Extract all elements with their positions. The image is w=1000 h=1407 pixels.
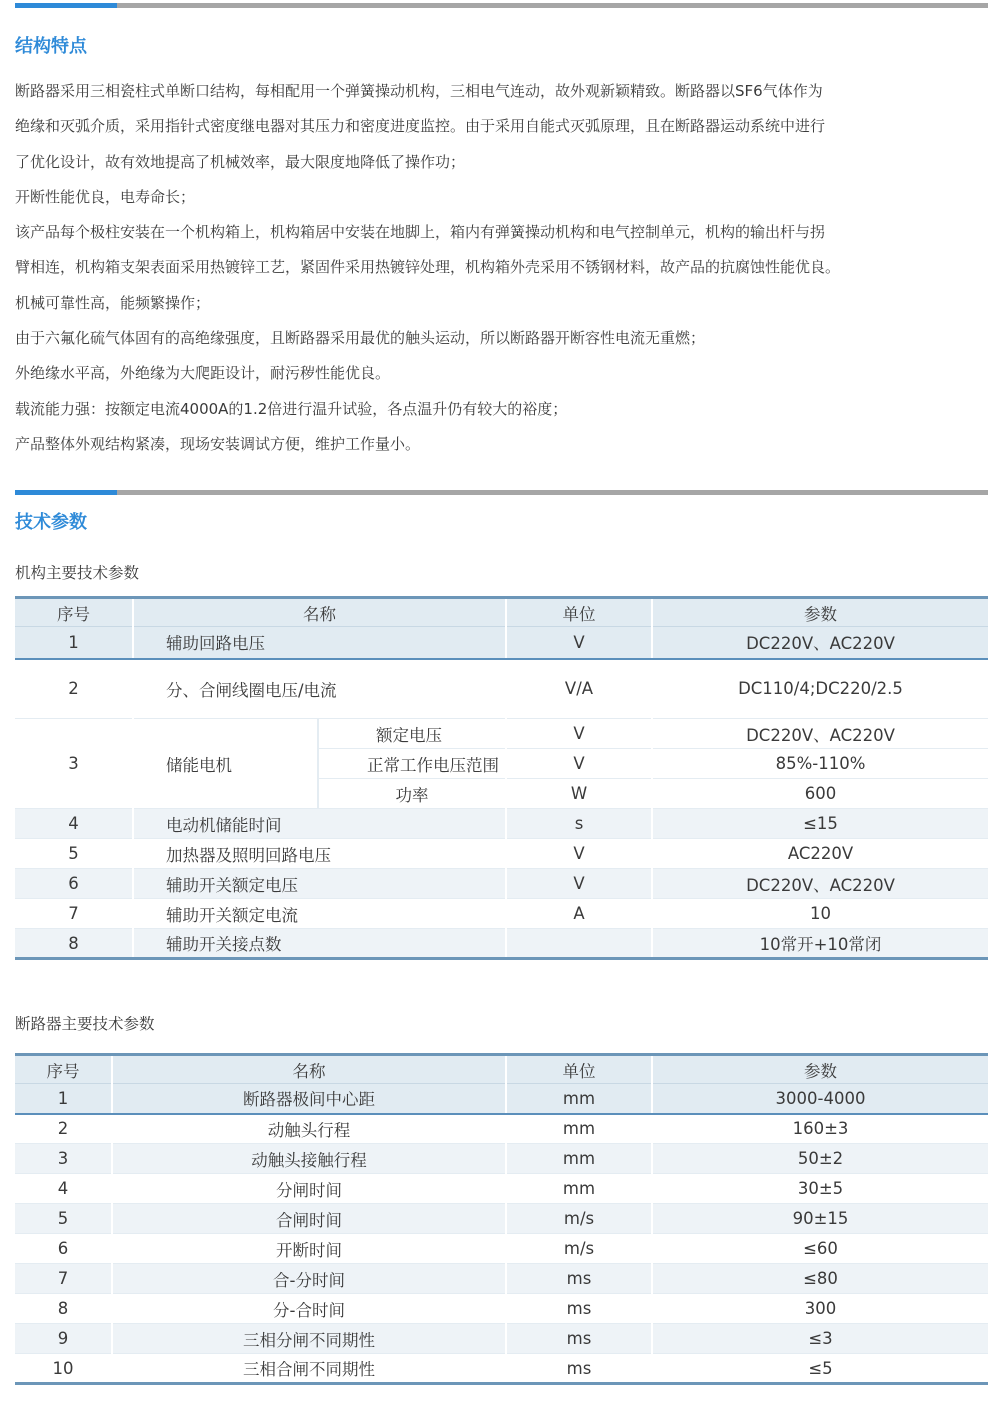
cell-name: 加热器及照明回路电压 [133,839,506,869]
cell-no: 7 [15,899,133,929]
cell-value: 10 [652,899,988,929]
cell-name: 动触头行程 [112,1114,506,1144]
breaker-table [15,1053,988,1385]
table-row [15,1114,988,1144]
top-divider [15,3,988,8]
cell-value: ≤15 [652,809,988,839]
cell-unit: V [506,627,652,659]
table-row [15,1174,988,1204]
cell-value: 50±2 [652,1144,988,1174]
cell-no: 5 [15,839,133,869]
table-row [15,1234,988,1264]
cell-value: AC220V [652,839,988,869]
cell-value: ≤80 [652,1264,988,1294]
cell-no: 2 [15,1114,112,1144]
cell-unit: s [506,809,652,839]
cell-value: 85%-110% [652,749,988,779]
cell-unit: ms [506,1354,652,1384]
paragraph-line: 外绝缘水平高，外绝缘为大爬距设计，耐污秽性能优良。 [15,364,391,383]
cell-name: 辅助开关接点数 [133,929,506,959]
cell-no: 5 [15,1204,112,1234]
header-no: 序号 [15,1055,112,1084]
table-row [15,1294,988,1324]
cell-name: 分闸时间 [112,1174,506,1204]
table-row [15,809,988,839]
table-row [15,1324,988,1354]
cell-value: ≤3 [652,1324,988,1354]
structure-title: 结构特点 [15,36,87,57]
paragraph-line: 了优化设计，故有效地提高了机械效率，最大限度地降低了操作功； [15,152,466,171]
cell-no: 6 [15,1234,112,1264]
cell-value: DC110/4;DC220/2.5 [652,659,988,719]
cell-unit: mm [506,1084,652,1114]
cell-no: 4 [15,809,133,839]
structure-paragraphs [15,74,990,462]
cell-no: 3 [15,1144,112,1174]
cell-name: 辅助开关额定电压 [133,869,506,899]
header-name: 名称 [112,1055,506,1084]
cell-name: 分、合闸线圈电压/电流 [133,659,506,719]
cell-name: 断路器极间中心距 [112,1084,506,1114]
table-row [15,929,988,959]
cell-name: 辅助回路电压 [133,627,506,659]
table-row [15,719,988,749]
cell-value: ≤60 [652,1234,988,1264]
table-row [15,1354,988,1384]
table-row [15,627,988,659]
breaker-subtitle: 断路器主要技术参数 [15,1015,155,1033]
cell-no: 4 [15,1174,112,1204]
cell-subname: 功率 [318,779,506,809]
cell-value: 90±15 [652,1204,988,1234]
cell-name: 辅助开关额定电流 [133,899,506,929]
mechanism-table [15,596,988,960]
cell-value: ≤5 [652,1354,988,1384]
cell-unit: ms [506,1324,652,1354]
cell-value: 600 [652,779,988,809]
cell-unit: W [506,779,652,809]
cell-unit [506,929,652,959]
cell-unit: m/s [506,1234,652,1264]
cell-unit: m/s [506,1204,652,1234]
cell-no: 10 [15,1354,112,1384]
cell-unit: mm [506,1114,652,1144]
cell-subname: 额定电压 [318,719,506,749]
cell-unit: A [506,899,652,929]
cell-unit: V [506,839,652,869]
cell-no: 2 [15,659,133,719]
table-row [15,1144,988,1174]
paragraph-line: 载流能力强：按额定电流4000A的1.2倍进行温升试验，各点温升仍有较大的裕度； [15,399,568,418]
cell-value: 300 [652,1294,988,1324]
cell-name: 储能电机 [133,719,318,809]
table-row [15,1264,988,1294]
cell-no: 7 [15,1264,112,1294]
table-header-row [15,598,988,627]
cell-name: 三相分闸不同期性 [112,1324,506,1354]
header-no: 序号 [15,598,133,627]
cell-name: 开断时间 [112,1234,506,1264]
cell-unit: V/A [506,659,652,719]
cell-unit: mm [506,1144,652,1174]
cell-no: 9 [15,1324,112,1354]
cell-value: DC220V、AC220V [652,627,988,659]
cell-unit: mm [506,1174,652,1204]
cell-value: 3000-4000 [652,1084,988,1114]
paragraph-line: 臂相连，机构箱支架表面采用热镀锌工艺，紧固件采用热镀锌处理，机构箱外壳采用不锈钢材料，故产品的抗腐蚀性能优良。 [15,258,841,277]
header-unit: 单位 [506,598,652,627]
cell-no: 1 [15,1084,112,1114]
cell-no: 1 [15,627,133,659]
header-name: 名称 [133,598,506,627]
cell-name: 电动机储能时间 [133,809,506,839]
mechanism-subtitle: 机构主要技术参数 [15,564,140,582]
cell-name: 合-分时间 [112,1264,506,1294]
table-row [15,899,988,929]
tech-title: 技术参数 [15,512,87,533]
cell-subname: 正常工作电压范围 [318,749,506,779]
paragraph-line: 机械可靠性高，能频繁操作； [15,293,211,312]
paragraph-line: 绝缘和灭弧介质，采用指针式密度继电器对其压力和密度进度监控。由于采用自能式灭弧原理，且在断路器运动系统中进行 [15,117,826,136]
cell-unit: V [506,869,652,899]
tech-divider [15,490,988,495]
cell-name: 合闸时间 [112,1204,506,1234]
paragraph-line: 开断性能优良，电寿命长； [15,187,196,206]
table-row [15,1204,988,1234]
header-value: 参数 [652,1055,988,1084]
cell-value: 10常开+10常闭 [652,929,988,959]
cell-name: 动触头接触行程 [112,1144,506,1174]
cell-unit: ms [506,1294,652,1324]
cell-unit: V [506,719,652,749]
cell-no: 8 [15,1294,112,1324]
paragraph-line: 该产品每个极柱安装在一个机构箱上，机构箱居中安装在地脚上，箱内有弹簧操动机构和电气控制单元，机构的输出杆与拐 [15,223,826,242]
table-header-row [15,1055,988,1084]
table-row [15,1084,988,1114]
table-row [15,869,988,899]
cell-value: DC220V、AC220V [652,719,988,749]
paragraph-line: 断路器采用三相瓷柱式单断口结构，每相配用一个弹簧操动机构，三相电气连动，故外观新颖精致。断路器以SF6气体作为 [15,82,823,100]
paragraph-line: 由于六氟化硫气体固有的高绝缘强度，且断路器采用最优的触头运动，所以断路器开断容性电流无重燃； [15,329,706,348]
cell-unit: ms [506,1264,652,1294]
cell-no: 6 [15,869,133,899]
cell-name: 分-合时间 [112,1294,506,1324]
cell-no: 3 [15,719,133,809]
cell-value: 30±5 [652,1174,988,1204]
cell-name: 三相合闸不同期性 [112,1354,506,1384]
cell-value: 160±3 [652,1114,988,1144]
header-unit: 单位 [506,1055,652,1084]
header-value: 参数 [652,598,988,627]
cell-unit: V [506,749,652,779]
cell-no: 8 [15,929,133,959]
divider-accent [15,490,117,495]
table-row [15,659,988,719]
paragraph-line: 产品整体外观结构紧凑，现场安装调试方便，维护工作量小。 [15,434,421,453]
cell-value: DC220V、AC220V [652,869,988,899]
divider-accent [15,3,117,8]
table-row [15,839,988,869]
